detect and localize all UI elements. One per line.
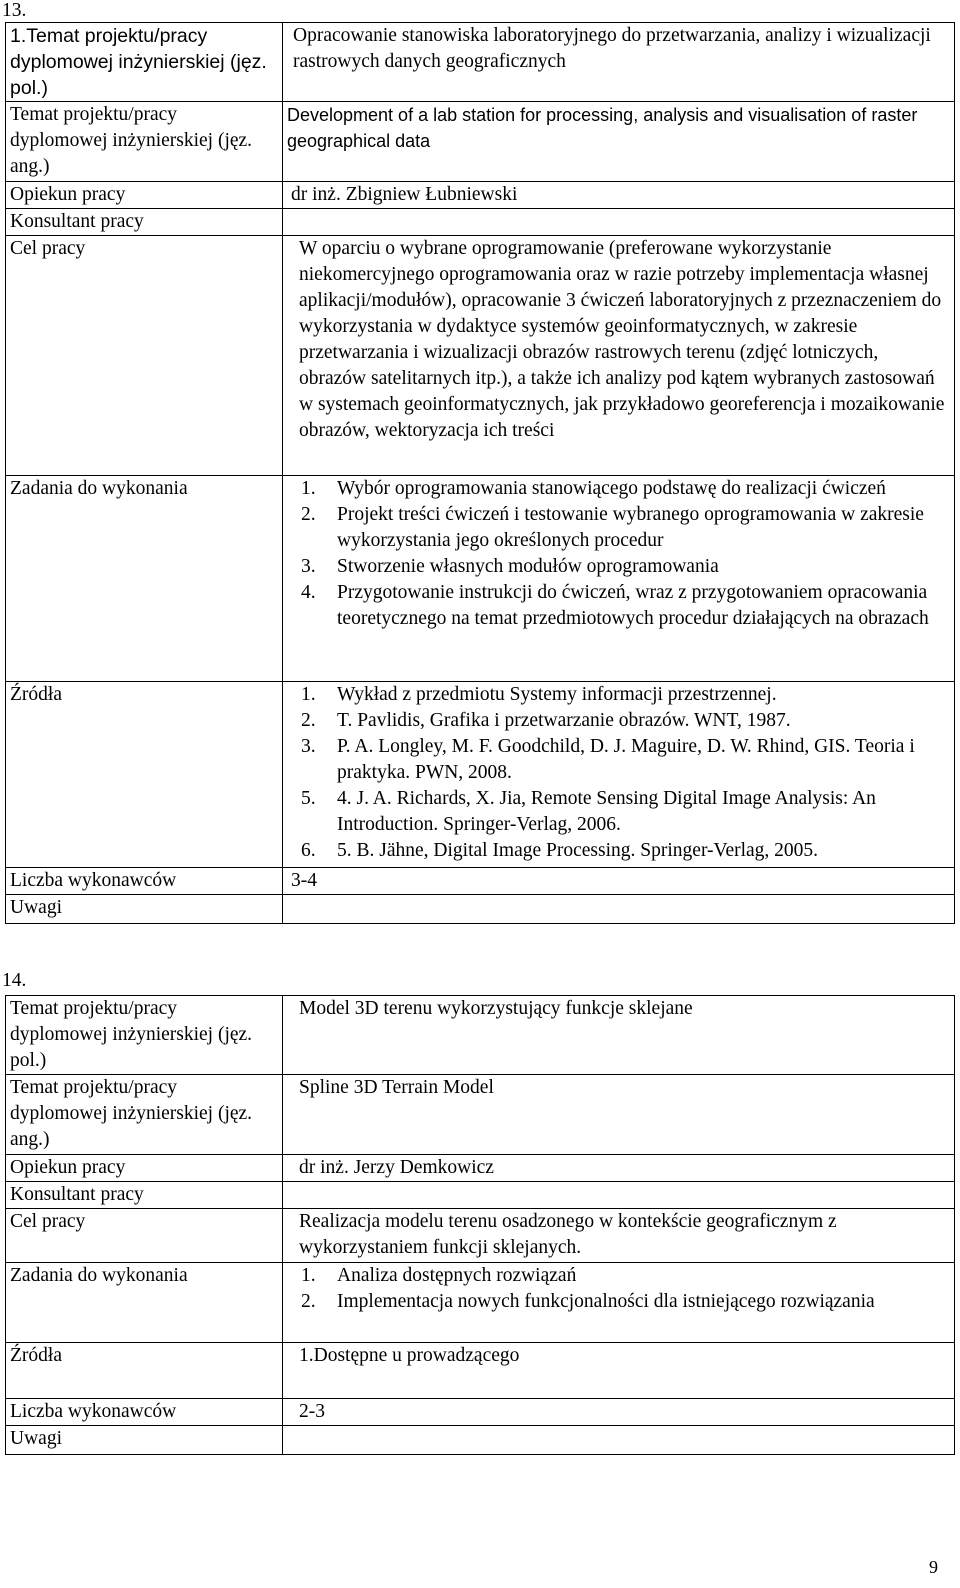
item-number: 3. <box>301 556 316 577</box>
list-item <box>295 708 950 734</box>
supervisor-value: dr inż. Zbigniew Łubniewski <box>283 182 955 209</box>
item-number: 2. <box>301 504 316 525</box>
topic-en-value: Development of a lab station for processing, analysis and visualisation of raster geographical data <box>283 102 955 182</box>
tasks-list <box>295 1263 950 1315</box>
list-item <box>295 1289 950 1315</box>
table-row <box>6 895 955 924</box>
item-number: 1. <box>301 1265 316 1286</box>
supervisor-label: Opiekun pracy <box>6 1155 283 1182</box>
table-row <box>6 868 955 895</box>
item-text: 4. J. A. Richards, X. Jia, Remote Sensing Digital Image Analysis: An Introduction. Springer-Verlag, 2006. <box>337 788 876 835</box>
topic-en-value: Spline 3D Terrain Model <box>283 1075 955 1155</box>
table-row <box>6 182 955 209</box>
table-row <box>6 23 955 102</box>
table-row <box>6 1263 955 1343</box>
table-row <box>6 1426 955 1455</box>
sources-label: Źródła <box>6 1343 283 1399</box>
item-text: Wykład z przedmiotu Systemy informacji przestrzennej. <box>337 684 777 705</box>
topic-pl-label: 1.Temat projektu/pracy dyplomowej inżynierskiej (jęz. pol.) <box>6 23 283 102</box>
topic-pl-label: Temat projektu/pracy dyplomowej inżynierskiej (jęz. pol.) <box>6 996 283 1075</box>
list-item <box>295 786 950 838</box>
item-text: Przygotowanie instrukcji do ćwiczeń, wraz z przygotowaniem opracowania teoretycznego na temat przedmiotowych procedur działających na obrazach <box>337 582 929 629</box>
table-row <box>6 1209 955 1263</box>
tasks-list <box>295 476 950 632</box>
list-item <box>295 682 950 708</box>
consultant-value <box>283 1182 955 1209</box>
consultant-value <box>283 209 955 236</box>
item-number: 2. <box>301 710 316 731</box>
project-table <box>5 995 955 1455</box>
project-number: 13. <box>2 0 27 21</box>
table-row <box>6 1343 955 1399</box>
table-row <box>6 102 955 182</box>
supervisor-value: dr inż. Jerzy Demkowicz <box>283 1155 955 1182</box>
sources-list <box>295 682 950 864</box>
team-size-value: 2-3 <box>283 1399 955 1426</box>
item-number: 6. <box>301 840 316 861</box>
item-text: Projekt treści ćwiczeń i testowanie wybranego oprogramowania w zakresie wykorzystania jego określonych procedur <box>337 504 924 551</box>
list-item <box>295 554 950 580</box>
consultant-label: Konsultant pracy <box>6 1182 283 1209</box>
notes-label: Uwagi <box>6 895 283 924</box>
tasks-list-cell <box>283 1263 955 1343</box>
tasks-list-cell <box>283 476 955 682</box>
table-row <box>6 996 955 1075</box>
notes-label: Uwagi <box>6 1426 283 1455</box>
notes-value <box>283 1426 955 1455</box>
goal-value: W oparciu o wybrane oprogramowanie (preferowane wykorzystanie niekomercyjnego oprogramowania oraz w razie potrzeby implementacja własnej aplikacji/modułów), opracowanie 3 ćwiczeń laboratoryjnych z przeznaczeniem do wykorzystania w dydaktyce systemów geoinformatycznych, w zakresie przetwarzania i wizualizacji obrazów rastrowych terenu (zdjęć lotniczych, obrazów satelitarnych itp.), a także ich analizy pod kątem wybranych zastosowań w systemach geoinformatycznych, jak przykładowo georeferencja i mozaikowanie obrazów, wektoryzacja ich treści <box>283 236 955 476</box>
item-text: Analiza dostępnych rozwiązań <box>337 1265 577 1286</box>
topic-pl-value: Model 3D terenu wykorzystujący funkcje sklejane <box>283 996 955 1075</box>
topic-pl-value: Opracowanie stanowiska laboratoryjnego do przetwarzania, analizy i wizualizacji rastrowych danych geograficznych <box>283 23 955 102</box>
list-item <box>295 734 950 786</box>
list-item <box>295 838 950 864</box>
goal-label: Cel pracy <box>6 236 283 476</box>
sources-list-cell <box>283 682 955 868</box>
goal-label: Cel pracy <box>6 1209 283 1263</box>
goal-value: Realizacja modelu terenu osadzonego w kontekście geograficznym z wykorzystaniem funkcji sklejanych. <box>283 1209 955 1263</box>
team-size-value: 3-4 <box>283 868 955 895</box>
project-number: 14. <box>2 970 27 991</box>
project-table <box>5 22 955 924</box>
table-row <box>6 1075 955 1155</box>
tasks-label: Zadania do wykonania <box>6 1263 283 1343</box>
table-row <box>6 682 955 868</box>
item-text: T. Pavlidis, Grafika i przetwarzanie obrazów. WNT, 1987. <box>337 710 791 731</box>
table-row <box>6 1155 955 1182</box>
topic-en-label: Temat projektu/pracy dyplomowej inżynierskiej (jęz. ang.) <box>6 1075 283 1155</box>
team-size-label: Liczba wykonawców <box>6 1399 283 1426</box>
list-item <box>295 476 950 502</box>
table-row <box>6 1399 955 1426</box>
item-text: 5. B. Jähne, Digital Image Processing. Springer-Verlag, 2005. <box>337 840 819 861</box>
item-text: P. A. Longley, M. F. Goodchild, D. J. Maguire, D. W. Rhind, GIS. Teoria i praktyka. PWN, 2008. <box>337 736 915 783</box>
notes-value <box>283 895 955 924</box>
sources-value: 1.Dostępne u prowadzącego <box>283 1343 955 1399</box>
sources-label: Źródła <box>6 682 283 868</box>
item-text: Wybór oprogramowania stanowiącego podstawę do realizacji ćwiczeń <box>337 478 886 499</box>
table-row <box>6 236 955 476</box>
item-number: 2. <box>301 1291 316 1312</box>
page-number: 9 <box>929 1557 938 1577</box>
item-number: 1. <box>301 684 316 705</box>
team-size-label: Liczba wykonawców <box>6 868 283 895</box>
list-item <box>295 580 950 632</box>
table-row <box>6 209 955 236</box>
item-number: 3. <box>301 736 316 757</box>
tasks-label: Zadania do wykonania <box>6 476 283 682</box>
consultant-label: Konsultant pracy <box>6 209 283 236</box>
supervisor-label: Opiekun pracy <box>6 182 283 209</box>
item-text: Stworzenie własnych modułów oprogramowania <box>337 556 719 577</box>
item-number: 5. <box>301 788 316 809</box>
item-number: 1. <box>301 478 316 499</box>
list-item <box>295 502 950 554</box>
item-text: Implementacja nowych funkcjonalności dla istniejącego rozwiązania <box>337 1291 875 1312</box>
table-row <box>6 1182 955 1209</box>
topic-en-label: Temat projektu/pracy dyplomowej inżynierskiej (jęz. ang.) <box>6 102 283 182</box>
list-item <box>295 1263 950 1289</box>
item-number: 4. <box>301 582 316 603</box>
table-row <box>6 476 955 682</box>
